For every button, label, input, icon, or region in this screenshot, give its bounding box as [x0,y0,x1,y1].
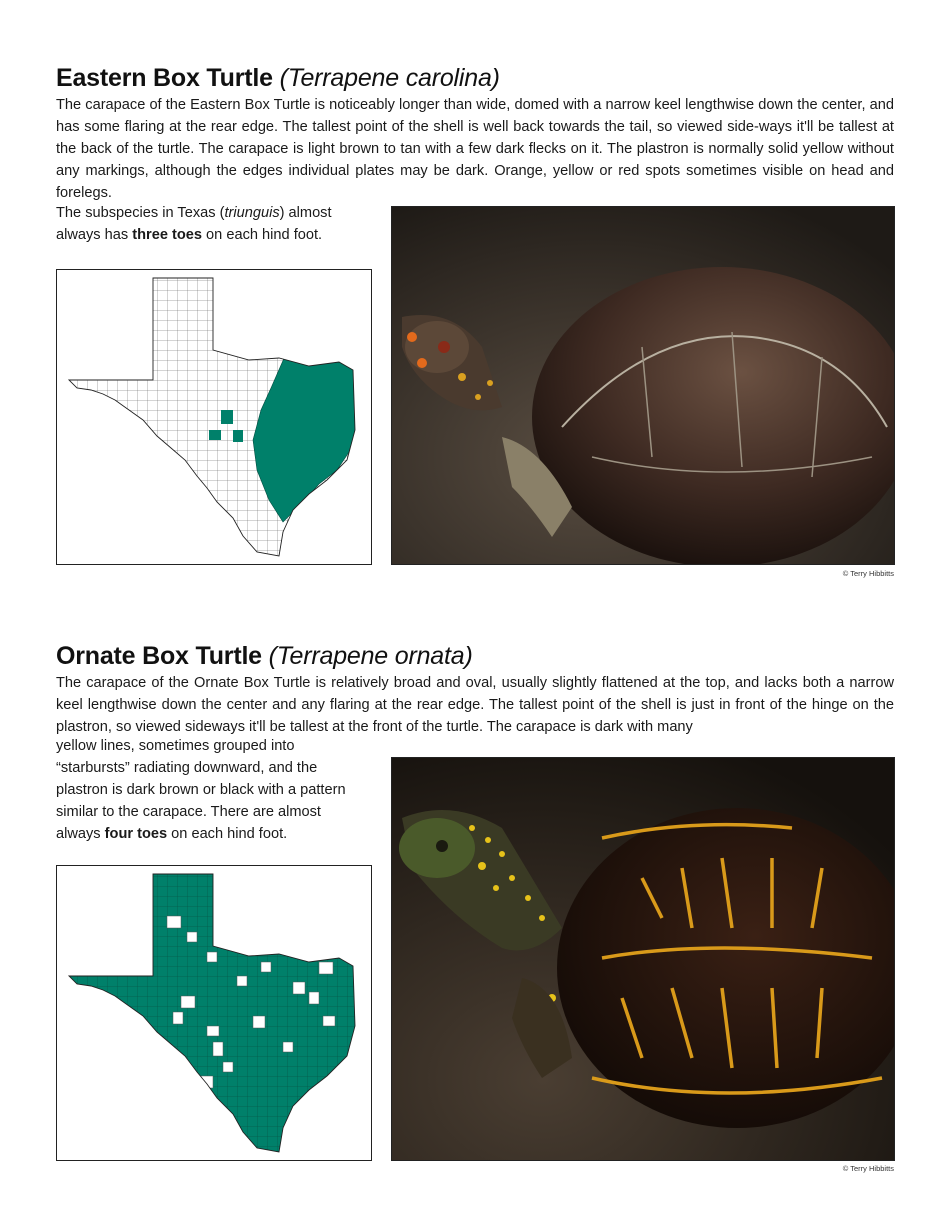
ornate-toes-count: four toes [104,826,168,842]
eastern-toes-count: three toes [132,227,202,243]
ornate-toes-note [56,735,362,845]
eastern-texas-map [57,270,371,564]
ornate-texas-map [57,866,371,1160]
eastern-section [56,62,894,204]
ornate-scientific-name: (Terrapene ornata) [268,642,473,670]
eastern-note-text-3: on each hind foot. [202,227,323,243]
eastern-range-map [56,269,372,565]
ornate-description: The carapace of the Ornate Box Turtle is relatively broad and oval, usually slightly flattened at the top, and lacks both a narrow keel lengthwise down the center and any flaring at the rear edge. The tallest point of the shell is just in front of the hinge on the plastron, so viewed sideways it'll be tallest at the front of the turtle. The carapace is dark with many [56,675,894,735]
ornate-note-text-1: yellow lines, sometimes grouped into “starbursts” radiating downward, and the plastron is dark brown or black with a pattern similar to the carapace. There are almost always [56,738,346,842]
ornate-turtle-image [392,758,894,1160]
eastern-toes-note [56,202,376,246]
ornate-range-map [56,865,372,1161]
ornate-box-turtle-photo [391,757,895,1161]
eastern-turtle-image [392,207,894,564]
ornate-title: Ornate Box Turtle [56,642,262,670]
eastern-heading [56,62,894,94]
eastern-subspecies-name: triunguis [224,205,280,221]
eastern-photo-credit: © Terry Hibbitts [842,569,894,578]
eastern-title: Eastern Box Turtle [56,64,273,92]
eastern-note-text-2: ) almost always has [56,205,332,243]
eastern-box-turtle-photo [391,206,895,565]
eastern-scientific-name: (Terrapene carolina) [279,64,500,92]
ornate-section [56,640,894,738]
ornate-note-text-2: on each hind foot. [167,826,288,842]
ornate-photo-credit: © Terry Hibbitts [842,1164,894,1173]
eastern-note-text-1: The subspecies in Texas ( [56,205,225,221]
eastern-description: The carapace of the Eastern Box Turtle is noticeably longer than wide, domed with a narrow keel lengthwise down the center, and has some flaring at the rear edge. The tallest point of the shell is well back towards the tail, so viewed side-ways it'll be tallest at the back of the turtle. The carapace is light brown to tan with a few dark flecks on it. The plastron is normally solid yellow without any markings, although the edges individual plates may be dark. Orange, yellow or red spots sometimes visible on head and forelegs. [56,97,894,201]
ornate-heading [56,640,894,672]
